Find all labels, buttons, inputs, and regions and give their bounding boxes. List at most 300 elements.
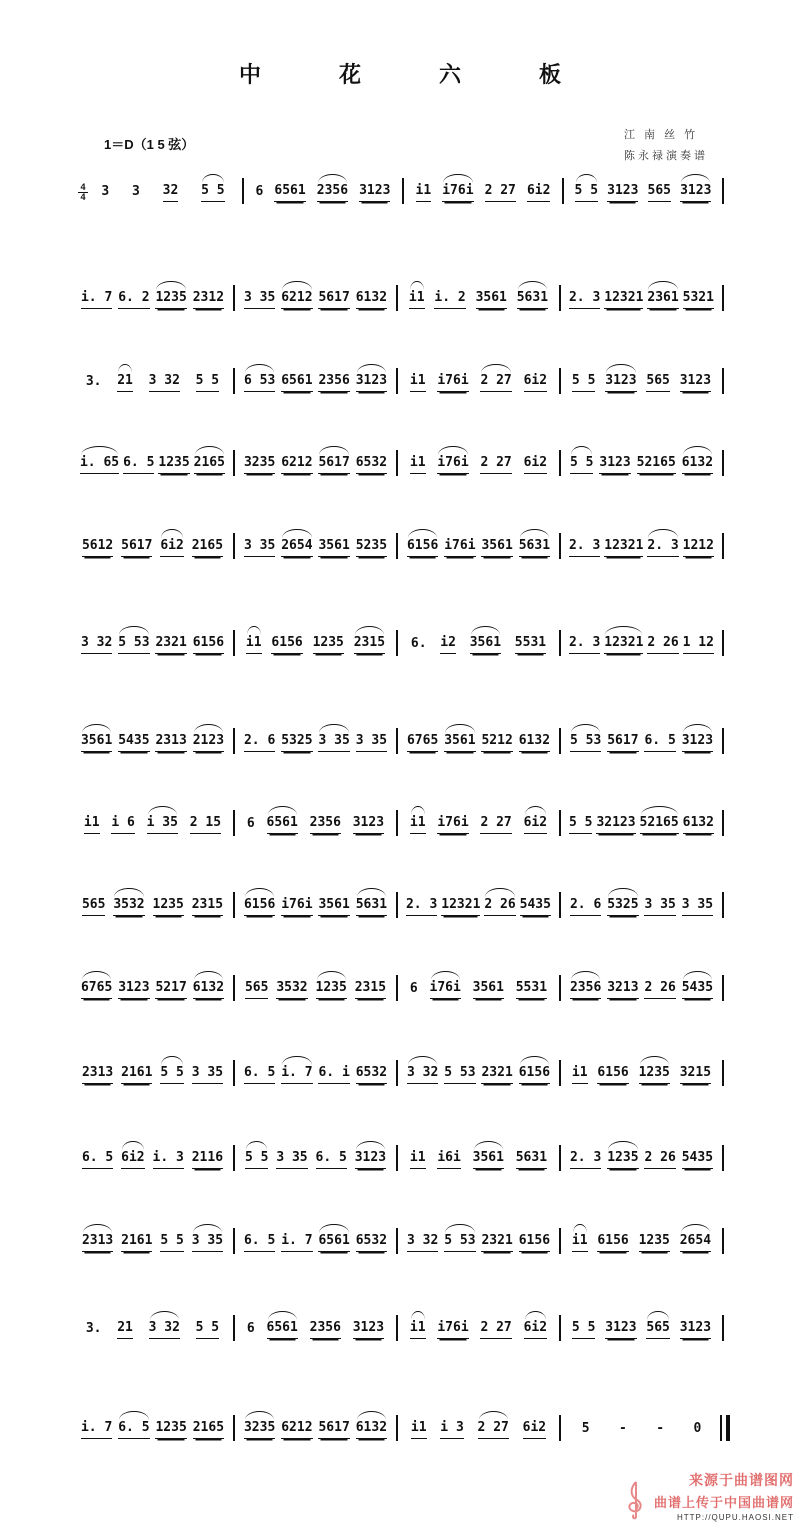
note-group: 2315 bbox=[354, 635, 385, 654]
note-group: 5 5 bbox=[570, 455, 593, 474]
note-group: 3123 bbox=[605, 1320, 636, 1339]
barline bbox=[559, 892, 561, 918]
barline bbox=[722, 533, 724, 559]
note-group: 3 bbox=[132, 184, 140, 199]
note-group: 6132 bbox=[682, 455, 713, 474]
measure bbox=[567, 1233, 716, 1258]
measure bbox=[78, 1150, 227, 1175]
measure bbox=[404, 980, 553, 1005]
measure bbox=[241, 1150, 390, 1175]
note-group: 3123 bbox=[356, 373, 387, 392]
note-group: i. 65 bbox=[80, 455, 119, 474]
measure bbox=[241, 897, 390, 922]
note-group: i 6 bbox=[111, 815, 134, 834]
measure bbox=[404, 1420, 553, 1445]
note-group: 6132 bbox=[193, 980, 224, 999]
measure bbox=[404, 538, 553, 563]
note-group: 6i2 bbox=[524, 815, 547, 834]
note-group: 2. 3 bbox=[647, 538, 678, 557]
note-group: 3123 bbox=[682, 733, 713, 752]
note-group: i1 bbox=[410, 455, 426, 474]
note-group: i76i bbox=[437, 455, 468, 474]
note-group: 6132 bbox=[356, 290, 387, 309]
note-group: 21 bbox=[117, 373, 133, 392]
note-group: 3123 bbox=[355, 1150, 386, 1169]
note-group: 6. 5 bbox=[82, 1150, 113, 1169]
note-group: 3532 bbox=[113, 897, 144, 916]
note-group: 2165 bbox=[192, 538, 223, 557]
measure bbox=[567, 290, 716, 315]
note-group: 0 bbox=[693, 1421, 702, 1436]
note-group: 5531 bbox=[516, 980, 547, 999]
note-group: 2116 bbox=[192, 1150, 223, 1169]
note-group: 6156 bbox=[193, 635, 224, 654]
measure bbox=[567, 733, 716, 758]
note-group: 2. 3 bbox=[406, 897, 437, 916]
note-group: 6. 5 bbox=[644, 733, 675, 752]
note-group: 3 35 bbox=[276, 1150, 307, 1169]
note-group: 5435 bbox=[520, 897, 551, 916]
barline bbox=[559, 1228, 561, 1254]
measure bbox=[78, 1420, 227, 1445]
note-group: i1 bbox=[572, 1233, 588, 1252]
barline bbox=[396, 1145, 398, 1171]
note-group: i. 3 bbox=[153, 1150, 184, 1169]
note-group: 2 26 bbox=[644, 980, 675, 999]
measure bbox=[78, 980, 227, 1005]
note-group: i76i bbox=[442, 183, 473, 202]
measure bbox=[241, 980, 390, 1005]
measure bbox=[78, 538, 227, 563]
note-group: 6i2 bbox=[523, 1420, 546, 1439]
measure bbox=[241, 290, 390, 315]
note-group: 6156 bbox=[597, 1233, 628, 1252]
note-group: 5531 bbox=[515, 635, 546, 654]
note-group: 5435 bbox=[682, 1150, 713, 1169]
note-group: 1235 bbox=[155, 290, 186, 309]
note-group: 565 bbox=[245, 980, 268, 999]
note-group: 565 bbox=[646, 373, 669, 392]
note-group: 5212 bbox=[481, 733, 512, 752]
note-group: i1 bbox=[410, 373, 426, 392]
barline bbox=[233, 533, 235, 559]
note-group: 5 5 bbox=[572, 1320, 595, 1339]
barline bbox=[396, 1060, 398, 1086]
measure bbox=[404, 1065, 553, 1090]
measure bbox=[567, 635, 716, 660]
note-group: 3 35 bbox=[192, 1233, 223, 1252]
note-group: 21 bbox=[117, 1320, 133, 1339]
note-group: 3 35 bbox=[682, 897, 713, 916]
note-group: 3123 bbox=[680, 373, 711, 392]
note-group: 2 26 bbox=[644, 1150, 675, 1169]
barline bbox=[233, 1145, 235, 1171]
note-group: 6. i bbox=[318, 1065, 349, 1084]
barline bbox=[233, 728, 235, 754]
staff-row bbox=[78, 168, 730, 208]
measure bbox=[78, 897, 227, 922]
note-group: 1235 bbox=[316, 980, 347, 999]
note-group: 2356 bbox=[317, 183, 348, 202]
note-group: 6 bbox=[246, 816, 255, 831]
note-group: 6 bbox=[246, 1321, 255, 1336]
note-group: 565 bbox=[646, 1320, 669, 1339]
barline bbox=[559, 450, 561, 476]
measure bbox=[241, 1065, 390, 1090]
barline bbox=[559, 1145, 561, 1171]
note-group: 6. bbox=[410, 636, 427, 651]
note-group: i76i bbox=[437, 373, 468, 392]
measure bbox=[567, 815, 716, 840]
measure bbox=[78, 1233, 227, 1258]
measure bbox=[410, 183, 556, 208]
note-group: 6561 bbox=[274, 183, 305, 202]
note-group: 2 27 bbox=[480, 455, 511, 474]
note-group: 6. 5 bbox=[123, 455, 154, 474]
note-group: 6i2 bbox=[524, 373, 547, 392]
note-group: 5 53 bbox=[444, 1233, 475, 1252]
barline bbox=[722, 892, 724, 918]
note-group: 3 32 bbox=[149, 1320, 180, 1339]
note-group: 6i2 bbox=[527, 183, 550, 202]
note-group: 5 5 bbox=[572, 373, 595, 392]
note-group: 2313 bbox=[82, 1233, 113, 1252]
barline bbox=[559, 533, 561, 559]
barline bbox=[233, 285, 235, 311]
staff-row bbox=[78, 1218, 730, 1258]
measure bbox=[567, 455, 716, 480]
barline bbox=[233, 1415, 235, 1441]
note-group: 3235 bbox=[244, 1420, 275, 1439]
note-group: 5235 bbox=[356, 538, 387, 557]
barline bbox=[396, 368, 398, 394]
measure bbox=[78, 1320, 227, 1345]
note-group: 5217 bbox=[155, 980, 186, 999]
barline bbox=[396, 533, 398, 559]
barline bbox=[722, 1060, 724, 1086]
note-group: 6212 bbox=[281, 290, 312, 309]
staff-row bbox=[78, 800, 730, 840]
note-group: 6. 5 bbox=[316, 1150, 347, 1169]
note-group: 6765 bbox=[81, 980, 112, 999]
note-group: 3 35 bbox=[644, 897, 675, 916]
note-group: 5 5 bbox=[569, 815, 592, 834]
note-group: 3 35 bbox=[244, 290, 275, 309]
note-group: 1235 bbox=[313, 635, 344, 654]
note-group: 2 27 bbox=[485, 183, 516, 202]
measure bbox=[78, 635, 227, 660]
note-group: i1 bbox=[84, 815, 100, 834]
barline bbox=[722, 810, 724, 836]
note-group: 3561 bbox=[473, 1150, 504, 1169]
measure bbox=[241, 455, 390, 480]
note-group: 1235 bbox=[607, 1150, 638, 1169]
note-group: 5 5 bbox=[575, 183, 598, 202]
note-group: 2. 3 bbox=[570, 1150, 601, 1169]
note-group: i1 bbox=[410, 815, 426, 834]
note-group: i1 bbox=[410, 1320, 426, 1339]
note-group: 2356 bbox=[318, 373, 349, 392]
note-group: 5 bbox=[581, 1421, 590, 1436]
note-group: 6561 bbox=[267, 815, 298, 834]
staff-row bbox=[78, 440, 730, 480]
measure bbox=[567, 373, 716, 398]
measure bbox=[567, 1150, 716, 1175]
note-group: 3215 bbox=[680, 1065, 711, 1084]
note-group: 2315 bbox=[355, 980, 386, 999]
barline bbox=[233, 810, 235, 836]
note-group: 6561 bbox=[267, 1320, 298, 1339]
barline bbox=[559, 1415, 561, 1441]
barline bbox=[562, 178, 564, 204]
note-group: 2321 bbox=[481, 1065, 512, 1084]
note-group: i. 7 bbox=[281, 1233, 312, 1252]
note-group: 3. bbox=[85, 374, 102, 389]
note-group: 1235 bbox=[153, 897, 184, 916]
measure bbox=[404, 733, 553, 758]
note-group: 3 32 bbox=[149, 373, 180, 392]
note-group: i. 2 bbox=[434, 290, 465, 309]
note-group: i1 bbox=[409, 290, 425, 309]
note-group: 6532 bbox=[356, 1065, 387, 1084]
note-group: 5612 bbox=[82, 538, 113, 557]
staff-row bbox=[78, 620, 730, 660]
measure bbox=[241, 1233, 390, 1258]
barline bbox=[722, 1228, 724, 1254]
note-group: 3123 bbox=[599, 455, 630, 474]
measure bbox=[241, 1420, 390, 1445]
note-group: 2315 bbox=[192, 897, 223, 916]
note-group: 1235 bbox=[155, 1420, 186, 1439]
note-group: 2321 bbox=[481, 1233, 512, 1252]
note-group: i1 bbox=[410, 1150, 426, 1169]
barline bbox=[396, 450, 398, 476]
measure bbox=[78, 733, 227, 758]
note-group: - bbox=[618, 1421, 627, 1436]
barline bbox=[402, 178, 404, 204]
note-group: 5 5 bbox=[201, 183, 224, 202]
note-group: i76i bbox=[430, 980, 461, 999]
note-group: 5631 bbox=[519, 538, 550, 557]
note-group: 6i2 bbox=[160, 538, 183, 557]
note-group: 3. bbox=[85, 1321, 102, 1336]
note-group: 2356 bbox=[570, 980, 601, 999]
note-group: 3 35 bbox=[356, 733, 387, 752]
barline bbox=[559, 728, 561, 754]
time-signature-top: 4 bbox=[80, 182, 86, 192]
note-group: 1235 bbox=[158, 455, 189, 474]
note-group: 2361 bbox=[647, 290, 678, 309]
note-group: 6561 bbox=[281, 373, 312, 392]
note-group: i76i bbox=[437, 815, 468, 834]
note-group: 2356 bbox=[310, 815, 341, 834]
measure bbox=[241, 538, 390, 563]
measure bbox=[78, 455, 227, 480]
barline bbox=[559, 630, 561, 656]
measure bbox=[90, 183, 236, 208]
time-signature bbox=[78, 183, 88, 202]
watermark-source: 来源于曲谱图网 bbox=[689, 1472, 794, 1488]
barline bbox=[559, 1315, 561, 1341]
note-group: 6i2 bbox=[121, 1150, 144, 1169]
barline bbox=[396, 810, 398, 836]
measure bbox=[404, 1150, 553, 1175]
staff-row bbox=[78, 275, 730, 315]
note-group: 3 35 bbox=[244, 538, 275, 557]
note-group: 6132 bbox=[519, 733, 550, 752]
note-group: 12321 bbox=[604, 635, 643, 654]
note-group: 3561 bbox=[476, 290, 507, 309]
note-group: 6156 bbox=[244, 897, 275, 916]
note-group: 6132 bbox=[356, 1420, 387, 1439]
barline bbox=[242, 178, 244, 204]
note-group: 6i2 bbox=[524, 455, 547, 474]
note-group: i1 bbox=[416, 183, 432, 202]
measure bbox=[404, 1320, 553, 1345]
barline bbox=[722, 1315, 724, 1341]
measure bbox=[404, 635, 553, 660]
note-group: 52165 bbox=[637, 455, 676, 474]
staff-row bbox=[78, 718, 730, 758]
note-group: 565 bbox=[82, 897, 105, 916]
note-group: 2161 bbox=[121, 1233, 152, 1252]
barline bbox=[559, 810, 561, 836]
note-group: 12321 bbox=[604, 538, 643, 557]
watermark-url: HTTP://QUPU.HAOSI.NET bbox=[676, 1513, 794, 1522]
measure bbox=[241, 1320, 390, 1345]
note-group: 2 26 bbox=[484, 897, 515, 916]
barline bbox=[559, 368, 561, 394]
note-group: 5321 bbox=[683, 290, 714, 309]
note-group: 6156 bbox=[597, 1065, 628, 1084]
note-group: 6. 5 bbox=[118, 1420, 149, 1439]
note-group: 2. 6 bbox=[244, 733, 275, 752]
note-group: 2321 bbox=[155, 635, 186, 654]
note-group: 5 5 bbox=[160, 1065, 183, 1084]
measure bbox=[78, 815, 227, 840]
note-group: 6532 bbox=[356, 1233, 387, 1252]
staff-row bbox=[78, 1135, 730, 1175]
barline bbox=[559, 285, 561, 311]
note-group: i1 bbox=[572, 1065, 588, 1084]
staff-row bbox=[78, 1405, 730, 1445]
measure bbox=[567, 1421, 716, 1445]
note-group: i. 7 bbox=[281, 1065, 312, 1084]
measure bbox=[241, 733, 390, 758]
note-group: 6156 bbox=[519, 1233, 550, 1252]
measure bbox=[250, 183, 396, 208]
note-group: 5435 bbox=[682, 980, 713, 999]
note-group: 2654 bbox=[680, 1233, 711, 1252]
key-signature: 1＝D（1 5 弦） bbox=[104, 137, 195, 152]
barline bbox=[396, 285, 398, 311]
note-group: 1235 bbox=[639, 1065, 670, 1084]
staff-row bbox=[78, 882, 730, 922]
note-group: 6156 bbox=[271, 635, 302, 654]
note-group: i1 bbox=[411, 1420, 427, 1439]
note-group: 3123 bbox=[680, 1320, 711, 1339]
genre-credit: 江 南 丝 竹 bbox=[624, 129, 699, 141]
note-group: 3561 bbox=[470, 635, 501, 654]
measure bbox=[567, 538, 716, 563]
note-group: 6 bbox=[255, 184, 264, 199]
measure bbox=[78, 290, 227, 315]
watermark bbox=[624, 1470, 794, 1526]
measure bbox=[404, 815, 553, 840]
note-group: 2313 bbox=[155, 733, 186, 752]
note-group: 3561 bbox=[81, 733, 112, 752]
measure bbox=[241, 815, 390, 840]
note-group: 2165 bbox=[193, 1420, 224, 1439]
note-group: i. 7 bbox=[81, 290, 112, 309]
note-group: 2356 bbox=[310, 1320, 341, 1339]
note-group: 6532 bbox=[356, 455, 387, 474]
note-group: 3561 bbox=[444, 733, 475, 752]
note-group: 3123 bbox=[353, 815, 384, 834]
note-group: i2 bbox=[440, 635, 456, 654]
note-group: 1212 bbox=[683, 538, 714, 557]
note-group: 3561 bbox=[318, 538, 349, 557]
staff-row bbox=[78, 1050, 730, 1090]
note-group: 5631 bbox=[516, 1150, 547, 1169]
note-group: 1235 bbox=[639, 1233, 670, 1252]
note-group: i76i bbox=[281, 897, 312, 916]
barline bbox=[722, 975, 724, 1001]
measure bbox=[241, 635, 390, 660]
arranger-credit: 陈永禄演奏谱 bbox=[624, 150, 708, 162]
time-signature-bottom: 4 bbox=[78, 192, 88, 202]
note-group: 2 15 bbox=[190, 815, 221, 834]
note-group: 1 12 bbox=[683, 635, 714, 654]
note-group: 3 32 bbox=[407, 1065, 438, 1084]
note-group: 3123 bbox=[118, 980, 149, 999]
note-group: 6212 bbox=[281, 455, 312, 474]
barline bbox=[396, 892, 398, 918]
note-group: 2. 3 bbox=[569, 635, 600, 654]
note-group: 5617 bbox=[318, 1420, 349, 1439]
measure bbox=[570, 183, 716, 208]
note-group: 5617 bbox=[121, 538, 152, 557]
note-group: 5631 bbox=[356, 897, 387, 916]
note-group: 5631 bbox=[517, 290, 548, 309]
note-group: 6 bbox=[409, 981, 418, 996]
note-group: 2 27 bbox=[480, 1320, 511, 1339]
barline bbox=[233, 975, 235, 1001]
barline bbox=[559, 975, 561, 1001]
note-group: 2. 3 bbox=[569, 290, 600, 309]
staff-row bbox=[78, 523, 730, 563]
note-group: 6212 bbox=[281, 1420, 312, 1439]
measure bbox=[567, 897, 716, 922]
barline bbox=[396, 975, 398, 1001]
note-group: 6132 bbox=[683, 815, 714, 834]
note-group: 3235 bbox=[244, 455, 275, 474]
note-group: 3532 bbox=[276, 980, 307, 999]
barline bbox=[233, 892, 235, 918]
note-group: 6. 5 bbox=[244, 1065, 275, 1084]
note-group: 3123 bbox=[680, 183, 711, 202]
note-group: 6156 bbox=[519, 1065, 550, 1084]
note-group: 2654 bbox=[281, 538, 312, 557]
note-group: 2312 bbox=[193, 290, 224, 309]
note-group: 6561 bbox=[318, 1233, 349, 1252]
note-group: 5617 bbox=[318, 290, 349, 309]
note-group: 6765 bbox=[407, 733, 438, 752]
note-group: 52165 bbox=[640, 815, 679, 834]
barline bbox=[233, 630, 235, 656]
note-group: 5 53 bbox=[570, 733, 601, 752]
note-group: 3561 bbox=[318, 897, 349, 916]
